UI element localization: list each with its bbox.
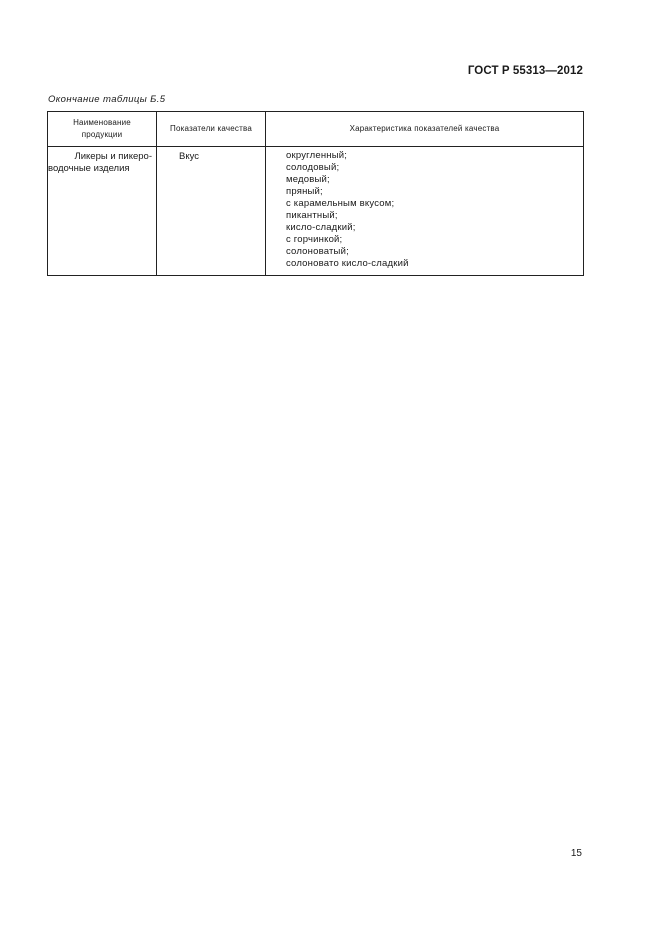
table-caption: Окончание таблицы Б.5: [48, 94, 166, 105]
list-item: кисло-сладкий;: [286, 222, 356, 233]
list-item: солоновато кисло-сладкий: [286, 258, 409, 269]
list-item: пикантный;: [286, 210, 338, 221]
column-header-characteristics: [266, 112, 584, 147]
list-item: с горчинкой;: [286, 234, 343, 245]
quality-table: [47, 111, 584, 276]
column-header-product-line2: продукции: [81, 130, 123, 139]
product-name-line1: Ликеры и пикеро-: [74, 151, 152, 162]
column-header-parameter-label: Показатели качества: [170, 124, 252, 133]
column-header-product: [48, 112, 157, 147]
product-cell: [48, 147, 157, 276]
list-item: пряный;: [286, 186, 323, 197]
parameter-name: Вкус: [179, 151, 199, 162]
parameter-cell: [157, 147, 266, 276]
list-item: солоноватый;: [286, 246, 349, 257]
list-item: медовый;: [286, 174, 330, 185]
table-row: [48, 147, 584, 276]
column-header-parameter: [157, 112, 266, 147]
table-header-row: [48, 112, 584, 147]
characteristics-cell: [266, 147, 584, 276]
list-item: солодовый;: [286, 162, 340, 173]
column-header-product-line1: Наименование: [73, 118, 131, 127]
document-code: ГОСТ Р 55313—2012: [467, 65, 583, 77]
column-header-characteristics-label: Характеристика показателей качества: [349, 124, 500, 133]
product-name-line2: водочные изделия: [48, 163, 130, 174]
list-item: с карамельным вкусом;: [286, 198, 395, 209]
list-item: округленный;: [286, 150, 348, 161]
page-number: 15: [570, 848, 582, 859]
characteristics-list: [286, 150, 583, 270]
